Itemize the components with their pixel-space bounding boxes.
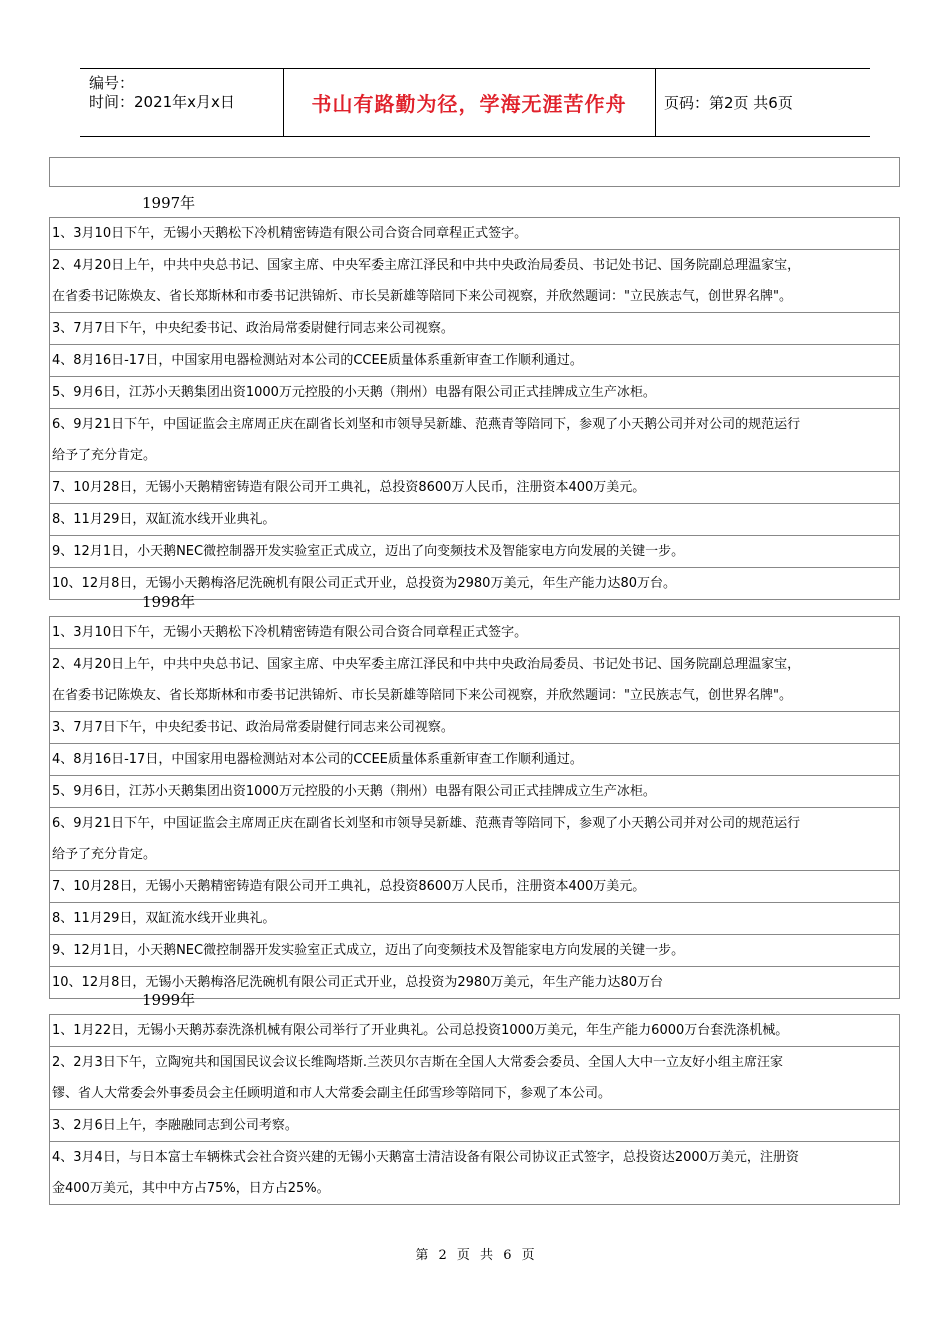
event-row: 10、12月8日，无锡小天鹅梅洛尼洗碗机有限公司正式开业，总投资为2980万美元，年生产能力达80万台 bbox=[50, 966, 899, 998]
event-row: 8、11月29日，双缸流水线开业典礼。 bbox=[50, 503, 899, 535]
event-row: 3、7月7日下午，中央纪委书记、政治局常委尉健行同志来公司视察。 bbox=[50, 312, 899, 344]
event-row: 1、1月22日，无锡小天鹅苏泰洗涤机械有限公司举行了开业典礼。公司总投资1000万美元，年生产能力6000万台套洗涤机械。 bbox=[52, 1023, 789, 1038]
year-section-1999 bbox=[49, 986, 900, 1205]
event-row: 3、7月7日下午，中央纪委书记、政治局常委尉健行同志来公司视察。 bbox=[50, 711, 899, 743]
event-row: 3、2月6日上午，李融融同志到公司考察。 bbox=[50, 1109, 899, 1141]
page-footer: 第 2 页 共 6 页 bbox=[415, 1248, 535, 1263]
event-row: 6、9月21日下午，中国证监会主席周正庆在副省长刘坚和市领导吴新雄、范燕青等陪同下，参观了小天鹅公司并对公司的规范运行 给予了充分肯定。 bbox=[50, 807, 899, 870]
year-heading: 1999年 bbox=[142, 991, 196, 1009]
event-row: 2、4月20日上午，中共中央总书记、国家主席、中央军委主席江泽民和中共中央政治局委员、书记处书记、国务院副总理温家宝， 在省委书记陈焕友、省长郑斯林和市委书记洪锦炘、市长吴新雄等陪同下来公司视察，并欣然题词："立民族志气，创世界名牌"。 bbox=[50, 249, 899, 312]
blank-table-row bbox=[49, 157, 900, 187]
header-meta bbox=[80, 69, 284, 136]
event-row: 9、12月1日，小天鹅NEC微控制器开发实验室正式成立，迈出了向变频技术及智能家电方向发展的关键一步。 bbox=[50, 934, 899, 966]
event-row: 7、10月28日，无锡小天鹅精密铸造有限公司开工典礼，总投资8600万人民币，注册资本400万美元。 bbox=[50, 870, 899, 902]
page-number-info: 页码：第2页 共6页 bbox=[664, 94, 793, 112]
event-row: 4、3月4日，与日本富士车辆株式会社合资兴建的无锡小天鹅富士清洁设备有限公司协议正式签字，总投资达2000万美元，注册资 金400万美元，其中中方占75%，日方占25%。 bbox=[50, 1141, 899, 1204]
event-table bbox=[49, 616, 900, 999]
event-table bbox=[49, 1014, 900, 1205]
event-row: 2、4月20日上午，中共中央总书记、国家主席、中央军委主席江泽民和中共中央政治局委员、书记处书记、国务院副总理温家宝， 在省委书记陈焕友、省长郑斯林和市委书记洪锦炘、市长吴新雄等陪同下来公司视察，并欣然题词："立民族志气，创世界名牌"。 bbox=[50, 648, 899, 711]
event-row: 8、11月29日，双缸流水线开业典礼。 bbox=[50, 902, 899, 934]
year-heading: 1998年 bbox=[142, 593, 196, 611]
event-row: 10、12月8日，无锡小天鹅梅洛尼洗碗机有限公司正式开业，总投资为2980万美元，年生产能力达80万台。 bbox=[50, 567, 899, 599]
event-row: 2、2月3日下午，立陶宛共和国国民议会议长维陶塔斯.兰茨贝尔吉斯在全国人大常委会委员、全国人大中一立友好小组主席汪家 镠、省人大常委会外事委员会主任顾明道和市人大常委会副主任邱雪珍等陪同下，参观了本公司。 bbox=[50, 1046, 899, 1109]
page-header bbox=[80, 68, 870, 137]
event-row: 5、9月6日，江苏小天鹅集团出资1000万元控股的小天鹅（荆州）电器有限公司正式挂牌成立生产冰柜。 bbox=[50, 775, 899, 807]
event-row: 4、8月16日-17日，中国家用电器检测站对本公司的CCEE质量体系重新审查工作顺利通过。 bbox=[50, 743, 899, 775]
event-row: 4、8月16日-17日，中国家用电器检测站对本公司的CCEE质量体系重新审查工作顺利通过。 bbox=[50, 344, 899, 376]
year-heading: 1997年 bbox=[142, 194, 196, 212]
document-time-label: 时间：2021年x月x日 bbox=[89, 93, 235, 111]
event-row: 1、3月10日下午，无锡小天鹅松下冷机精密铸造有限公司合资合同章程正式签字。 bbox=[52, 625, 528, 640]
event-row: 1、3月10日下午，无锡小天鹅松下冷机精密铸造有限公司合资合同章程正式签字。 bbox=[52, 226, 528, 241]
event-table bbox=[49, 217, 900, 600]
header-page-cell bbox=[656, 69, 870, 136]
event-row: 7、10月28日，无锡小天鹅精密铸造有限公司开工典礼，总投资8600万人民币，注册资本400万美元。 bbox=[50, 471, 899, 503]
event-row: 9、12月1日，小天鹅NEC微控制器开发实验室正式成立，迈出了向变频技术及智能家电方向发展的关键一步。 bbox=[50, 535, 899, 567]
year-section-1998 bbox=[49, 588, 900, 999]
document-number-label: 编号： bbox=[89, 74, 135, 92]
year-section-1997 bbox=[49, 189, 900, 600]
event-row: 6、9月21日下午，中国证监会主席周正庆在副省长刘坚和市领导吴新雄、范燕青等陪同下，参观了小天鹅公司并对公司的规范运行 给予了充分肯定。 bbox=[50, 408, 899, 471]
event-row: 5、9月6日，江苏小天鹅集团出资1000万元控股的小天鹅（荆州）电器有限公司正式挂牌成立生产冰柜。 bbox=[50, 376, 899, 408]
header-motto-cell bbox=[283, 69, 656, 136]
motto-text: 书山有路勤为径，学海无涯苦作舟 bbox=[311, 92, 627, 116]
